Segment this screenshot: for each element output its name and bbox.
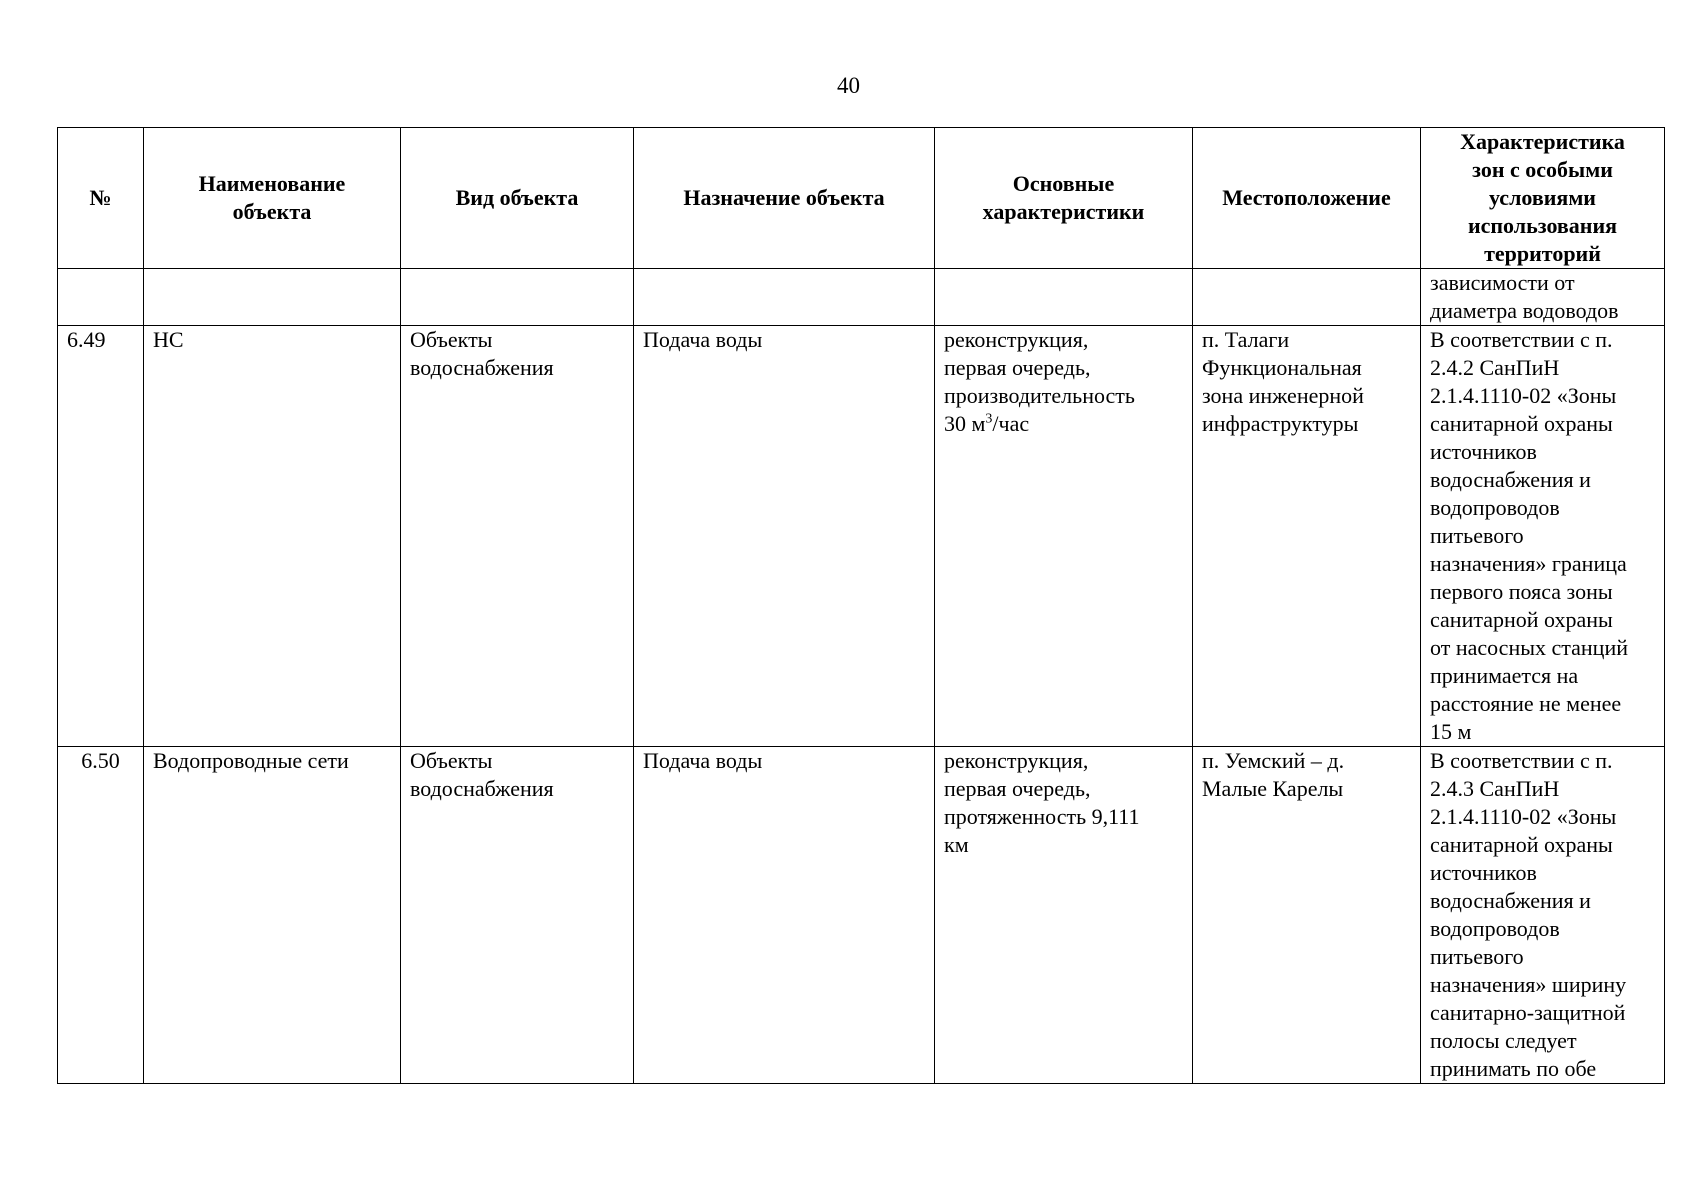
header-object-purpose: Назначение объекта [634,128,935,269]
header-zone-characteristics: Характеристика зон с особыми условиями использования территорий [1421,128,1665,269]
cell-type: Объекты водоснабжения [401,747,634,1084]
table-row [58,747,1665,1084]
table-row [58,326,1665,747]
cell-name: Водопроводные сети [144,747,401,1084]
cell-characteristics: реконструкция, первая очередь, протяженность 9,111 км [935,747,1193,1084]
cell-zone: зависимости от диаметра водоводов [1421,269,1665,326]
cell-type [401,269,634,326]
header-main-characteristics: Основные характеристики [935,128,1193,269]
objects-table [57,127,1665,1084]
cell-location: п. Уемский – д. Малые Карелы [1193,747,1421,1084]
header-object-name: Наименование объекта [144,128,401,269]
superscript: 3 [985,411,993,427]
cell-location [1193,269,1421,326]
cell-zone: В соответствии с п. 2.4.2 СанПиН 2.1.4.1110-02 «Зоны санитарной охраны источников водоснабжения и водопроводов питьевого назначения» граница первого пояса зоны санитарной охраны от насосных станций принимается на расстояние не менее 15 м [1421,326,1665,747]
cell-name: НС [144,326,401,747]
cell-number: 6.50 [58,747,144,1084]
page-number: 40 [837,73,860,98]
cell-purpose: Подача воды [634,747,935,1084]
cell-name [144,269,401,326]
cell-purpose [634,269,935,326]
cell-purpose: Подача воды [634,326,935,747]
cell-number: 6.49 [58,326,144,747]
cell-characteristics: реконструкция, первая очередь, производительность 30 $м^3$/час [935,326,1193,747]
table-row-continued [58,269,1665,326]
cell-type: Объекты водоснабжения [401,326,634,747]
header-number: № [58,128,144,269]
cell-number [58,269,144,326]
table-header-row [58,128,1665,269]
cell-zone: В соответствии с п. 2.4.3 СанПиН 2.1.4.1110-02 «Зоны санитарной охраны источников водоснабжения и водопроводов питьевого назначения» ширину санитарно-защитной полосы следует принимать по обе [1421,747,1665,1084]
header-location: Местоположение [1193,128,1421,269]
cell-characteristics [935,269,1193,326]
header-object-type: Вид объекта [401,128,634,269]
cell-location: п. Талаги Функциональная зона инженерной инфраструктуры [1193,326,1421,747]
